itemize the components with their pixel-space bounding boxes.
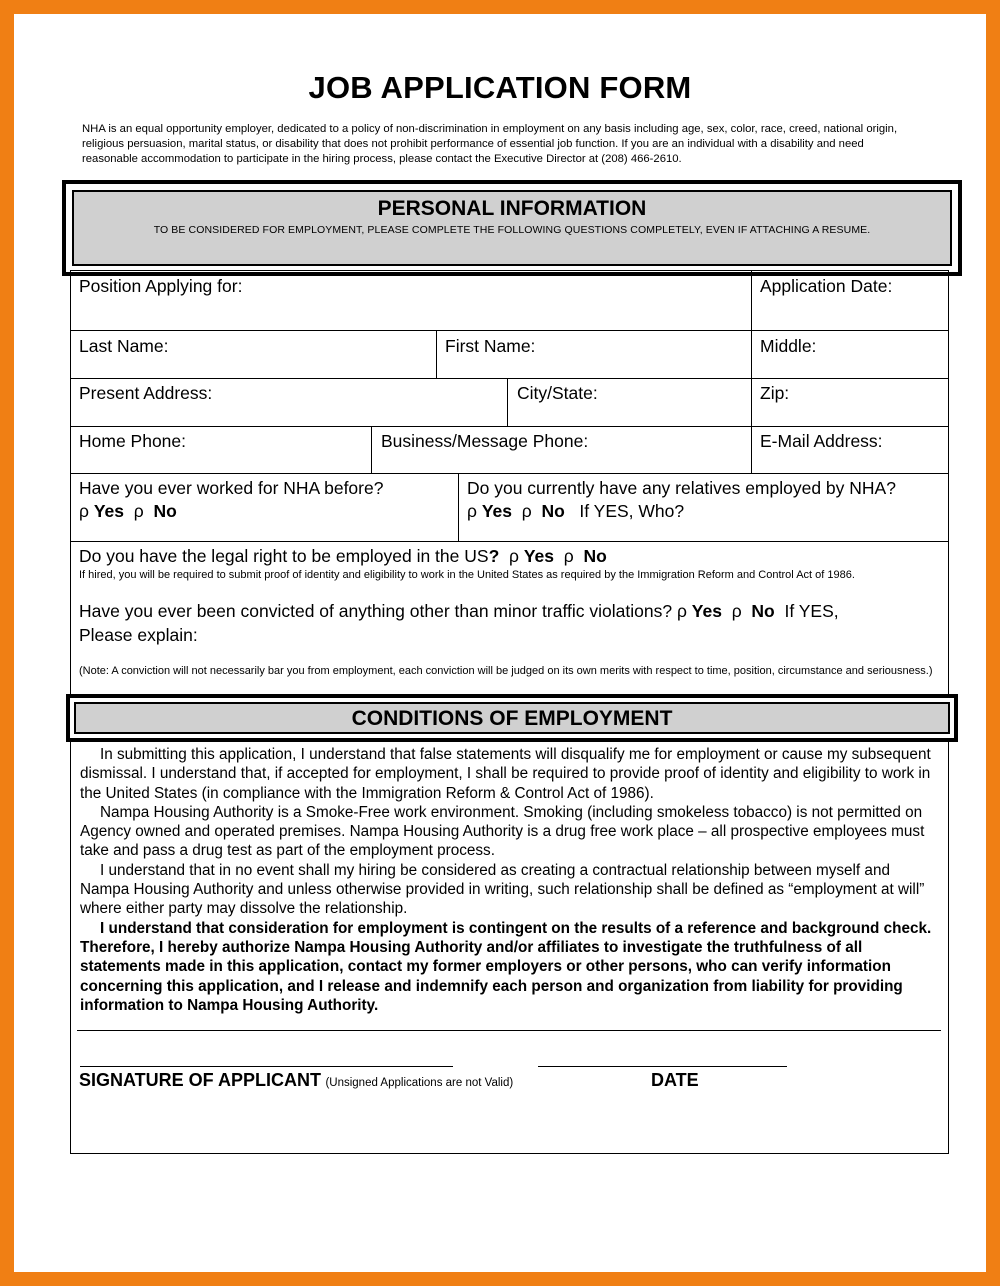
signature-of-applicant: SIGNATURE OF APPLICANT: [79, 1070, 321, 1090]
conditions-text: [80, 745, 942, 1015]
checkbox-icon[interactable]: ρ: [676, 601, 687, 621]
checkbox-icon[interactable]: ρ: [731, 601, 742, 621]
date-line[interactable]: [538, 1066, 787, 1067]
home-phone-field[interactable]: Home Phone:: [79, 431, 187, 451]
checkbox-icon[interactable]: ρ: [521, 501, 532, 521]
checkbox-icon[interactable]: ρ: [79, 501, 89, 521]
yes-option[interactable]: Yes: [93, 501, 125, 521]
conviction-note: (Note: A conviction will not necessarily bar you from employment, each conviction will be judged on its own merits with respect to time, position, circumstance and seriousness.): [79, 665, 933, 677]
conviction-text: Have you ever been convicted of anything other than minor traffic violations?: [79, 601, 673, 621]
legal-right-text: Do you have the legal right to be employed in the US: [79, 546, 489, 566]
eeo-notice: NHA is an equal opportunity employer, dedicated to a policy of non-discrimination in employment on any basis including age, sex, color, race, creed, national origin, religious persuasion, marital status, or disability that does not prohibit performance of essential job function. If you are an individual with a disability and need reasonable accommodation to participate in the hiring process, please contact the Executive Director at (208) 466-2610.: [82, 123, 898, 166]
conditions-paragraph: I understand that in no event shall my hiring be considered as creating a contractual relationship between myself and Nampa Housing Authority and unless otherwise provided in writing, such relationship shall be defined as “employment at will” where either party may dissolve the relationship.: [80, 861, 925, 918]
personal-info-banner: [62, 180, 962, 276]
legal-right-question: [79, 546, 607, 567]
checkbox-icon[interactable]: ρ: [133, 501, 144, 521]
first-name-field[interactable]: First Name:: [445, 336, 536, 356]
signature-label: [79, 1070, 513, 1091]
no-option[interactable]: No: [751, 601, 775, 621]
checkbox-icon[interactable]: ρ: [509, 546, 519, 566]
email-field[interactable]: E-Mail Address:: [760, 431, 883, 451]
signature-line[interactable]: [80, 1066, 453, 1067]
legal-right-note: If hired, you will be required to submit proof of identity and eligibility to work in the United States as required by the Immigration Reform and Control Act of 1986.: [79, 569, 855, 581]
no-option[interactable]: No: [153, 501, 177, 521]
business-phone-field[interactable]: Business/Message Phone:: [381, 431, 589, 451]
no-option[interactable]: No: [583, 546, 607, 566]
relatives-options: [467, 501, 684, 522]
conviction-question: [79, 601, 949, 622]
conditions-heading: CONDITIONS OF EMPLOYMENT: [351, 707, 673, 730]
application-date-field[interactable]: Application Date:: [760, 276, 893, 296]
divider: [77, 1030, 941, 1031]
yes-option[interactable]: Yes: [523, 546, 555, 566]
yes-option[interactable]: Yes: [691, 601, 722, 621]
city-state-field[interactable]: City/State:: [517, 383, 598, 403]
conditions-banner-inner: [74, 702, 950, 734]
conviction-if-yes: If YES,: [784, 601, 839, 621]
last-name-field[interactable]: Last Name:: [79, 336, 169, 356]
personal-info-banner-inner: [72, 190, 952, 266]
position-field[interactable]: Position Applying for:: [79, 276, 243, 296]
legal-right-qmark: ?: [488, 546, 500, 566]
conditions-paragraph: Nampa Housing Authority is a Smoke-Free work environment. Smoking (including smokeless tobacco) is not permitted on Agency owned and operated premises. Nampa Housing Authority is a drug free work place – all prospective employees must take and pass a drug test as part of the employment process.: [80, 803, 925, 860]
form-page: [14, 14, 986, 1272]
present-address-field[interactable]: Present Address:: [79, 383, 213, 403]
personal-info-subheading: TO BE CONSIDERED FOR EMPLOYMENT, PLEASE COMPLETE THE FOLLOWING QUESTIONS COMPLETELY, EVEN IF ATTACHING A RESUME.: [153, 224, 871, 236]
unsigned-note: (Unsigned Applications are not Valid): [325, 1077, 514, 1089]
conditions-banner: [66, 694, 958, 742]
please-explain-field[interactable]: Please explain:: [79, 625, 198, 645]
conditions-authorization: I understand that consideration for employment is contingent on the results of a reference and background check. Therefore, I hereby authorize Nampa Housing Authority and/or affiliates to investigate the truthfulness of all statements made in this application, contact my former employers or other persons, who can verify information concerning this application, and I release and indemnify each person and organization from liability for providing information to Nampa Housing Authority.: [80, 919, 932, 1014]
conditions-paragraph: In submitting this application, I understand that false statements will disqualify me for employment or cause my subsequent dismissal. I understand that, if accepted for employment, I shall be required to provide proof of identity and eligibility to work in the United States (in compliance with the Immigration Reform & Control Act of 1986).: [80, 746, 931, 802]
page-title: JOB APPLICATION FORM: [308, 70, 692, 105]
checkbox-icon[interactable]: ρ: [467, 501, 477, 521]
middle-name-field[interactable]: Middle:: [760, 336, 817, 356]
yes-option[interactable]: Yes: [481, 501, 513, 521]
worked-nha-question: Have you ever worked for NHA before?: [79, 478, 384, 498]
date-label: DATE: [651, 1070, 699, 1090]
if-yes-who-label: If YES, Who?: [579, 501, 685, 521]
checkbox-icon[interactable]: ρ: [563, 546, 574, 566]
worked-nha-options: [79, 501, 177, 522]
zip-field[interactable]: Zip:: [760, 383, 790, 403]
relatives-question: Do you currently have any relatives employed by NHA?: [467, 478, 896, 498]
no-option[interactable]: No: [541, 501, 565, 521]
personal-info-heading: PERSONAL INFORMATION: [377, 197, 647, 220]
